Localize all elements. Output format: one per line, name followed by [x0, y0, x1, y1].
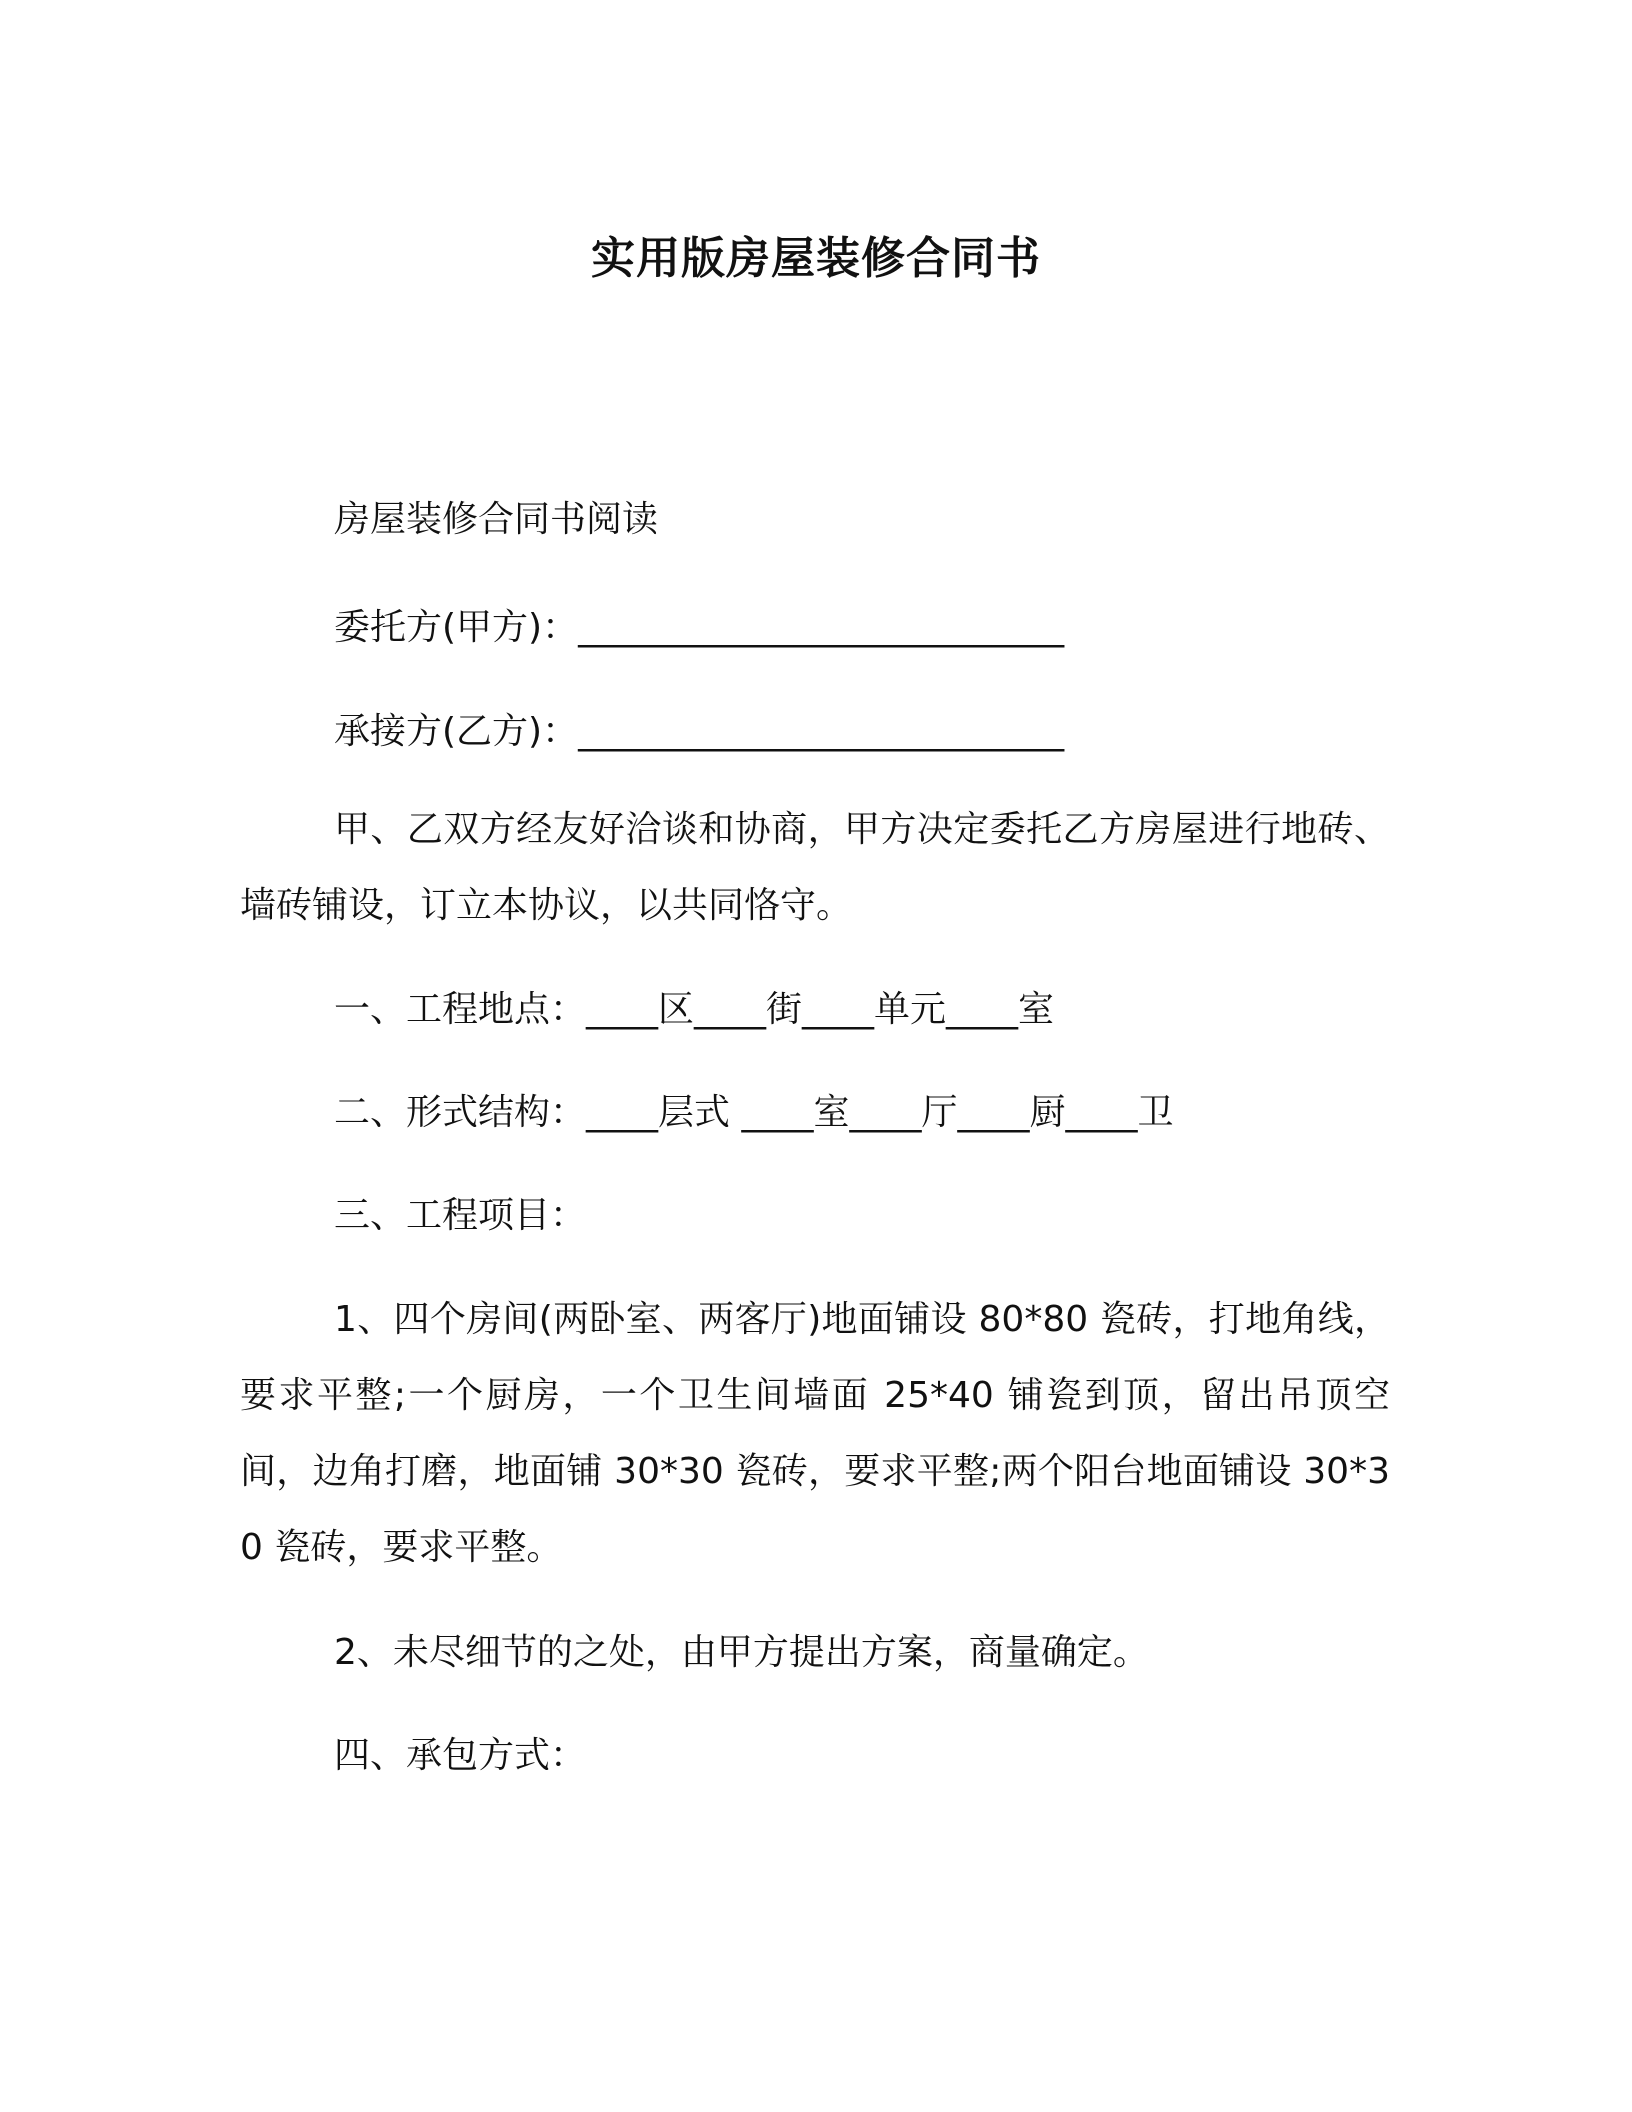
intro-paragraph: 甲、乙双方经友好洽谈和协商，甲方决定委托乙方房屋进行地砖、墙砖铺设，订立本协议，以共同恪守。 — [240, 809, 1390, 926]
party-a-field: 委托方(甲方)：___________________________ — [334, 607, 1065, 648]
section-location: 一、工程地点：____区____街____单元____室 — [334, 989, 1055, 1030]
project-item-1: 1、四个房间(两卧室、两客厅)地面铺设 80*80 瓷砖，打地角线，要求平整;一个厨房，一个卫生间墙面 25*40 铺瓷到顶，留出吊顶空间，边角打磨，地面铺 30*30 瓷砖，要求平整;两个阳台地面铺设 30*30 瓷砖，要求平整。 — [240, 1299, 1390, 1568]
document-title: 实用版房屋装修合同书 — [591, 233, 1041, 284]
section-contract-method: 四、承包方式： — [334, 1735, 587, 1776]
party-b-field: 承接方(乙方)：___________________________ — [334, 711, 1065, 752]
project-item-2: 2、未尽细节的之处，由甲方提出方案，商量确定。 — [334, 1632, 1149, 1673]
subtitle: 房屋装修合同书阅读 — [334, 499, 659, 540]
section-structure: 二、形式结构：____层式 ____室____厅____厨____卫 — [334, 1092, 1174, 1133]
section-project: 三、工程项目： — [334, 1195, 587, 1236]
